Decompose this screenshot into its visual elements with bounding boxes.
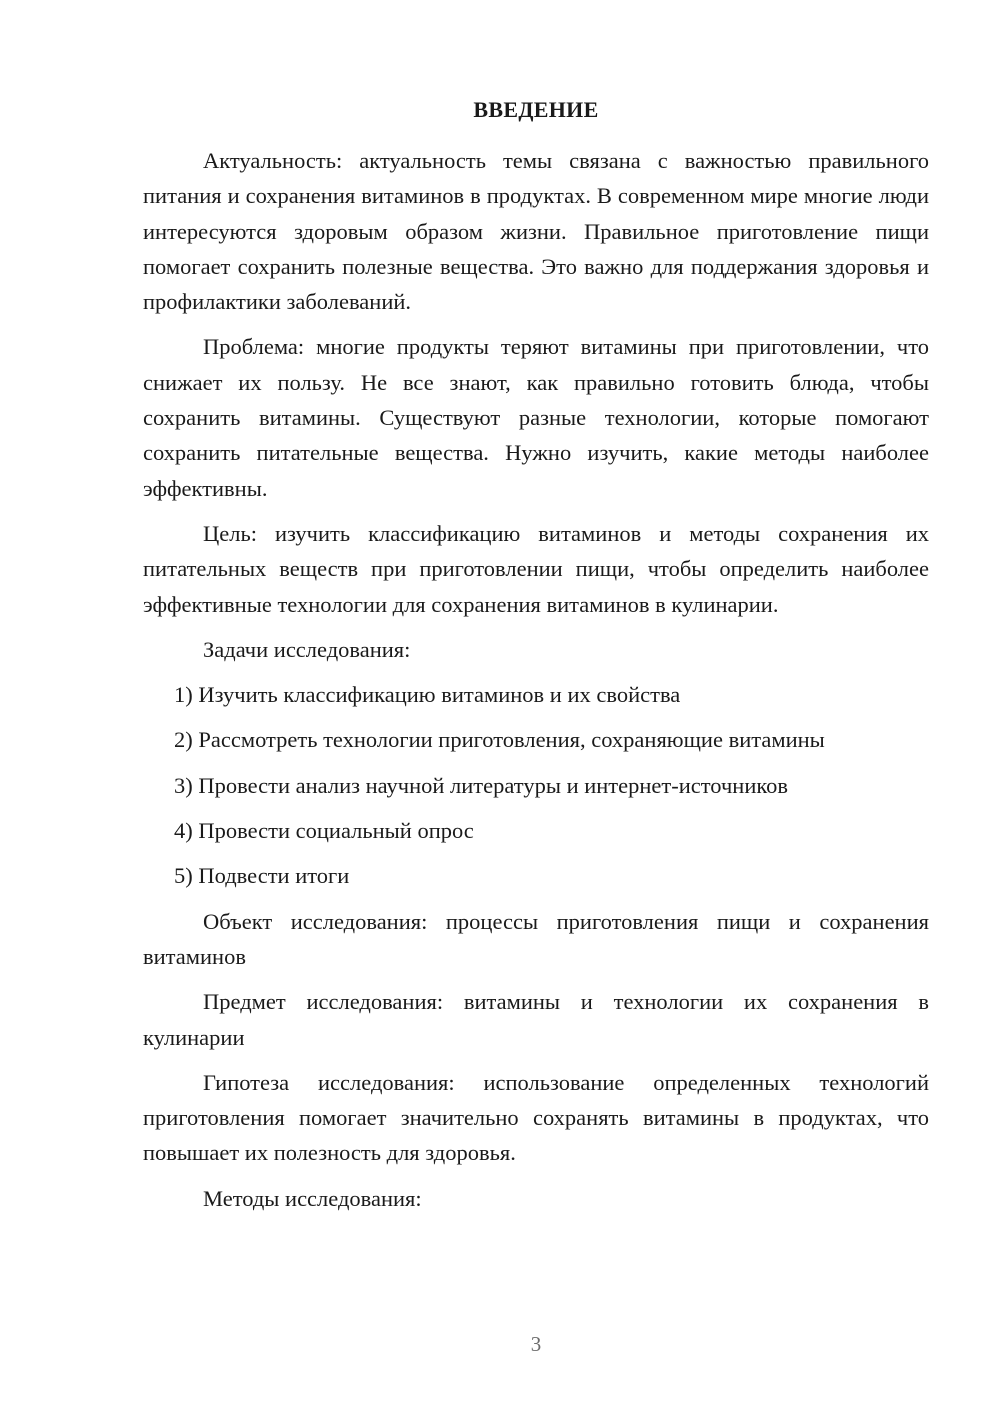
methods-heading: Методы исследования: [203, 1185, 422, 1211]
task-item: 5) Подвести итоги [174, 863, 350, 889]
paragraph-goal: Цель: изучить классификацию витаминов и методы сохранения их питательных веществ при приготовлении пищи, чтобы определить наиболее эффективные технологии для сохранения витаминов в кулинарии. [143, 520, 929, 617]
task-item: 3) Провести анализ научной литературы и интернет-источников [174, 772, 789, 798]
body-text [143, 143, 929, 1216]
paragraph-object: Объект исследования: процессы приготовления пищи и сохранения витаминов [143, 908, 929, 969]
page-number: 3 [530, 1332, 542, 1356]
section-title: ВВЕДЕНИЕ [473, 97, 599, 122]
task-item: 1) Изучить классификацию витаминов и их свойства [174, 682, 681, 708]
paragraph-problem: Проблема: многие продукты теряют витамины при приготовлении, что снижает их пользу. Не все знают, как правильно готовить блюда, чтобы сохранить витамины. Существуют разные технологии, которые помогают сохранить питательные вещества. Нужно изучить, какие методы наиболее эффективны. [143, 334, 929, 501]
tasks-heading: Задачи исследования: [203, 636, 411, 662]
tasks-list [143, 677, 929, 893]
task-item: 4) Провести социальный опрос [174, 818, 474, 844]
paragraph-hypothesis: Гипотеза исследования: использование определенных технологий приготовления помогает значительно сохранять витамины в продуктах, что повышает их полезность для здоровья. [143, 1069, 929, 1166]
paragraph-relevance: Актуальность: актуальность темы связана с важностью правильного питания и сохранения витаминов в продуктах. В современном мире многие люди интересуются здоровым образом жизни. Правильное приготовление пищи помогает сохранить полезные вещества. Это важно для поддержания здоровья и профилактики заболеваний. [143, 148, 929, 315]
task-item: 2) Рассмотреть технологии приготовления, сохраняющие витамины [174, 727, 825, 753]
paragraph-subject: Предмет исследования: витамины и технологии их сохранения в кулинарии [143, 989, 929, 1050]
